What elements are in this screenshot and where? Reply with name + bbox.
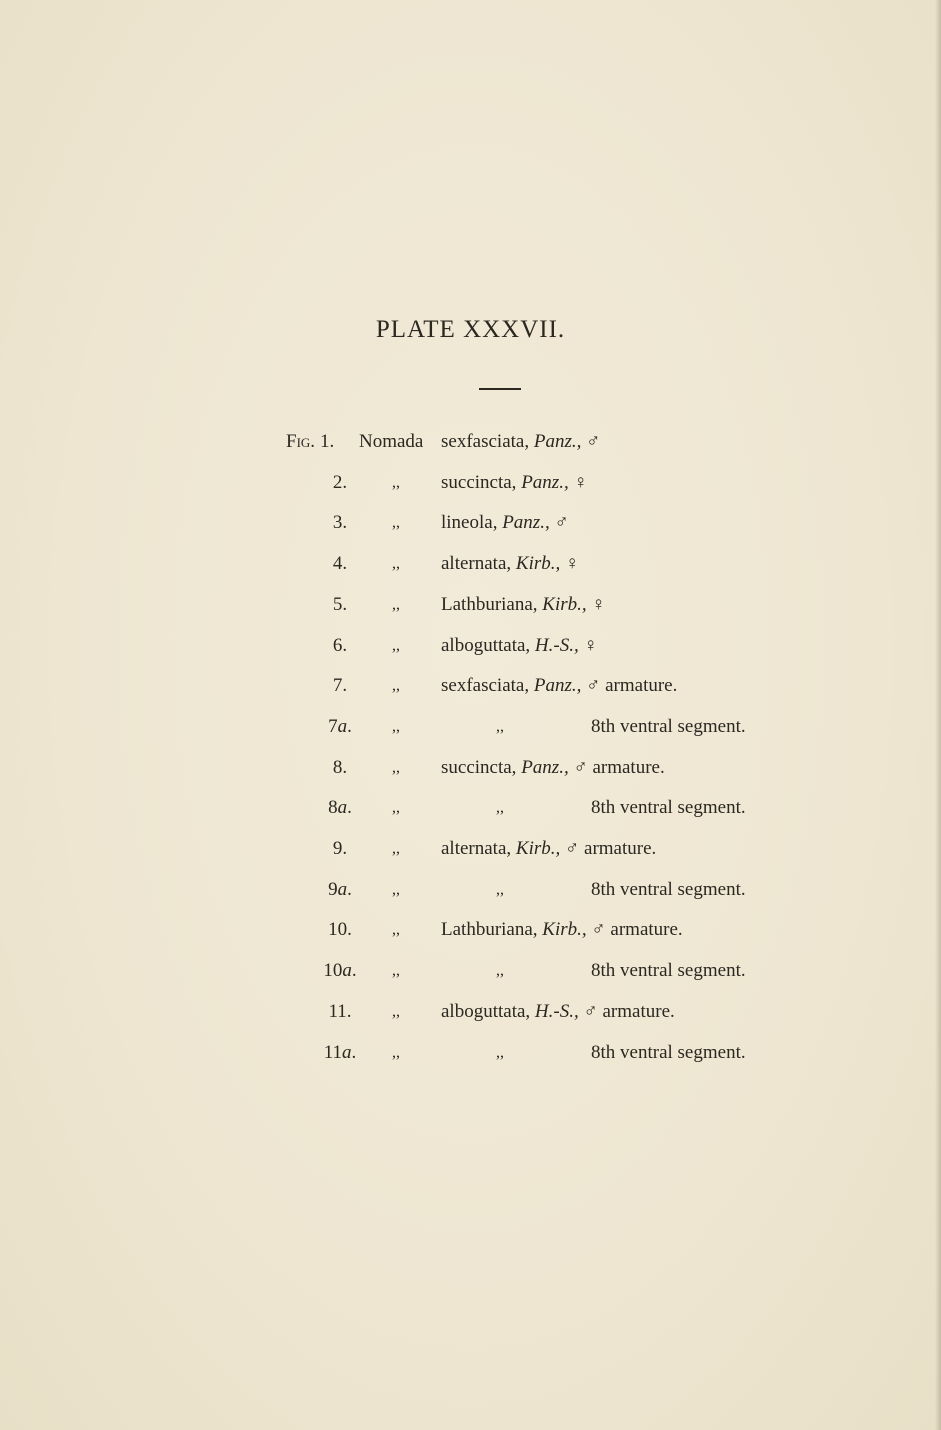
figure-number: 3. (332, 512, 348, 534)
author-name: Panz., (521, 471, 569, 493)
author-name: H.-S., (534, 634, 579, 656)
plate-title: PLATE XXXVII. (375, 316, 566, 343)
figure-number: 4. (332, 553, 348, 575)
ditto-mark: ,, (392, 880, 400, 898)
species-entry: alboguttata, H.-S., ♀ (441, 634, 598, 656)
sex-symbol: ♀ (565, 553, 580, 575)
figure-number: 1. (320, 431, 335, 452)
figure-number: 5. (332, 593, 348, 615)
species-entry: sexfasciata, Panz., ♂ (441, 431, 601, 452)
anatomical-part: 8th ventral segment. (591, 1041, 746, 1063)
figure-number: 9a. (328, 878, 352, 900)
species-entry: succincta, Panz., ♀ (441, 471, 588, 493)
species-entry: Lathburiana, Kirb., ♀ (441, 593, 606, 615)
figure-number: 10a. (323, 960, 357, 982)
figure-number: 7. (332, 675, 348, 697)
ditto-mark: ,, (392, 921, 400, 939)
figure-suffix: a (342, 960, 352, 982)
ditto-mark: ,, (392, 636, 400, 654)
figure-row (0, 956, 941, 986)
figure-row (0, 671, 941, 701)
sex-symbol: ♀ (591, 593, 606, 615)
figure-row (0, 1038, 941, 1068)
ditto-mark: ,, (392, 677, 400, 695)
author-name: Kirb., (515, 553, 561, 575)
species-entry: alboguttata, H.-S., ♂ armature. (441, 1000, 675, 1022)
sex-symbol: ♂ (554, 512, 569, 534)
species-ditto-mark: ,, (496, 962, 504, 980)
ditto-mark: ,, (392, 1043, 400, 1061)
species-ditto-mark: ,, (496, 1043, 504, 1061)
figure-row (0, 753, 941, 783)
ditto-mark: ,, (392, 473, 400, 491)
species-entry: sexfasciata, Panz., ♂ armature. (441, 675, 678, 697)
anatomical-part: 8th ventral segment. (591, 797, 746, 819)
species-entry: succincta, Panz., ♂ armature. (441, 756, 665, 778)
figure-number: 11a. (323, 1041, 357, 1063)
figure-number: 2. (332, 471, 348, 493)
ditto-mark: ,, (392, 840, 400, 857)
species-ditto-mark: ,, (496, 717, 504, 735)
sex-symbol: ♀ (573, 471, 588, 493)
ditto-mark: ,, (392, 799, 400, 817)
species-entry: lineola, Panz., ♂ (441, 512, 569, 534)
figure-row (0, 590, 941, 620)
figure-row (0, 631, 941, 661)
author-name: Kirb., (515, 838, 561, 859)
ditto-mark: ,, (392, 514, 400, 532)
ditto-mark: ,, (392, 962, 400, 980)
author-name: Panz., (533, 675, 582, 697)
sex-symbol: ♂ (591, 919, 606, 941)
author-name: Panz., (502, 512, 550, 534)
sex-symbol: ♂ (573, 756, 588, 778)
author-name: Kirb., (542, 919, 587, 941)
figure-number: 10. (328, 919, 352, 941)
species-ditto-mark: ,, (496, 799, 504, 817)
figure-number: 7a. (328, 715, 352, 737)
anatomical-part: 8th ventral segment. (591, 960, 746, 982)
sex-symbol: ♂ (586, 675, 601, 697)
sex-symbol: ♀ (583, 634, 598, 656)
author-name: H.-S., (534, 1000, 579, 1022)
anatomical-part: 8th ventral segment. (591, 878, 746, 900)
ditto-mark: ,, (392, 758, 400, 776)
figure-suffix: a (337, 797, 348, 819)
figure-number: 11. (328, 1000, 352, 1022)
sex-symbol: ♂ (586, 431, 601, 452)
ditto-mark: ,, (392, 555, 400, 573)
figure-suffix: a (337, 715, 348, 737)
fig-label: Fig. (286, 431, 316, 452)
figure-row (0, 468, 941, 498)
figure-row (0, 712, 941, 742)
figure-row (0, 549, 941, 579)
author-name: Kirb., (542, 593, 587, 615)
figure-suffix: a (342, 1041, 352, 1063)
species-entry: Lathburiana, Kirb., ♂ armature. (441, 919, 683, 941)
species-entry: alternata, Kirb., ♀ (441, 553, 580, 575)
anatomical-part: 8th ventral segment. (591, 715, 746, 737)
figure-row (0, 793, 941, 823)
genus-name: Nomada (359, 431, 424, 452)
figure-number: 9. (332, 838, 348, 859)
figure-number: 8a. (328, 797, 352, 819)
author-name: Panz., (533, 431, 582, 452)
ditto-mark: ,, (392, 717, 400, 735)
figure-suffix: a (337, 878, 348, 900)
author-name: Panz., (521, 756, 569, 778)
figure-row (0, 875, 941, 905)
figure-row (0, 997, 941, 1027)
ditto-mark: ,, (392, 1002, 400, 1020)
figure-row (0, 508, 941, 538)
figure-row (0, 427, 941, 457)
title-rule (479, 388, 521, 390)
sex-symbol: ♂ (565, 838, 580, 859)
figure-number: 8. (332, 756, 348, 778)
figure-row (0, 834, 941, 864)
sex-symbol: ♂ (583, 1000, 598, 1022)
species-ditto-mark: ,, (496, 880, 504, 898)
ditto-mark: ,, (392, 595, 400, 613)
figure-number: 6. (332, 634, 348, 656)
figure-row (0, 915, 941, 945)
species-entry: alternata, Kirb., ♂ armature. (441, 838, 657, 859)
